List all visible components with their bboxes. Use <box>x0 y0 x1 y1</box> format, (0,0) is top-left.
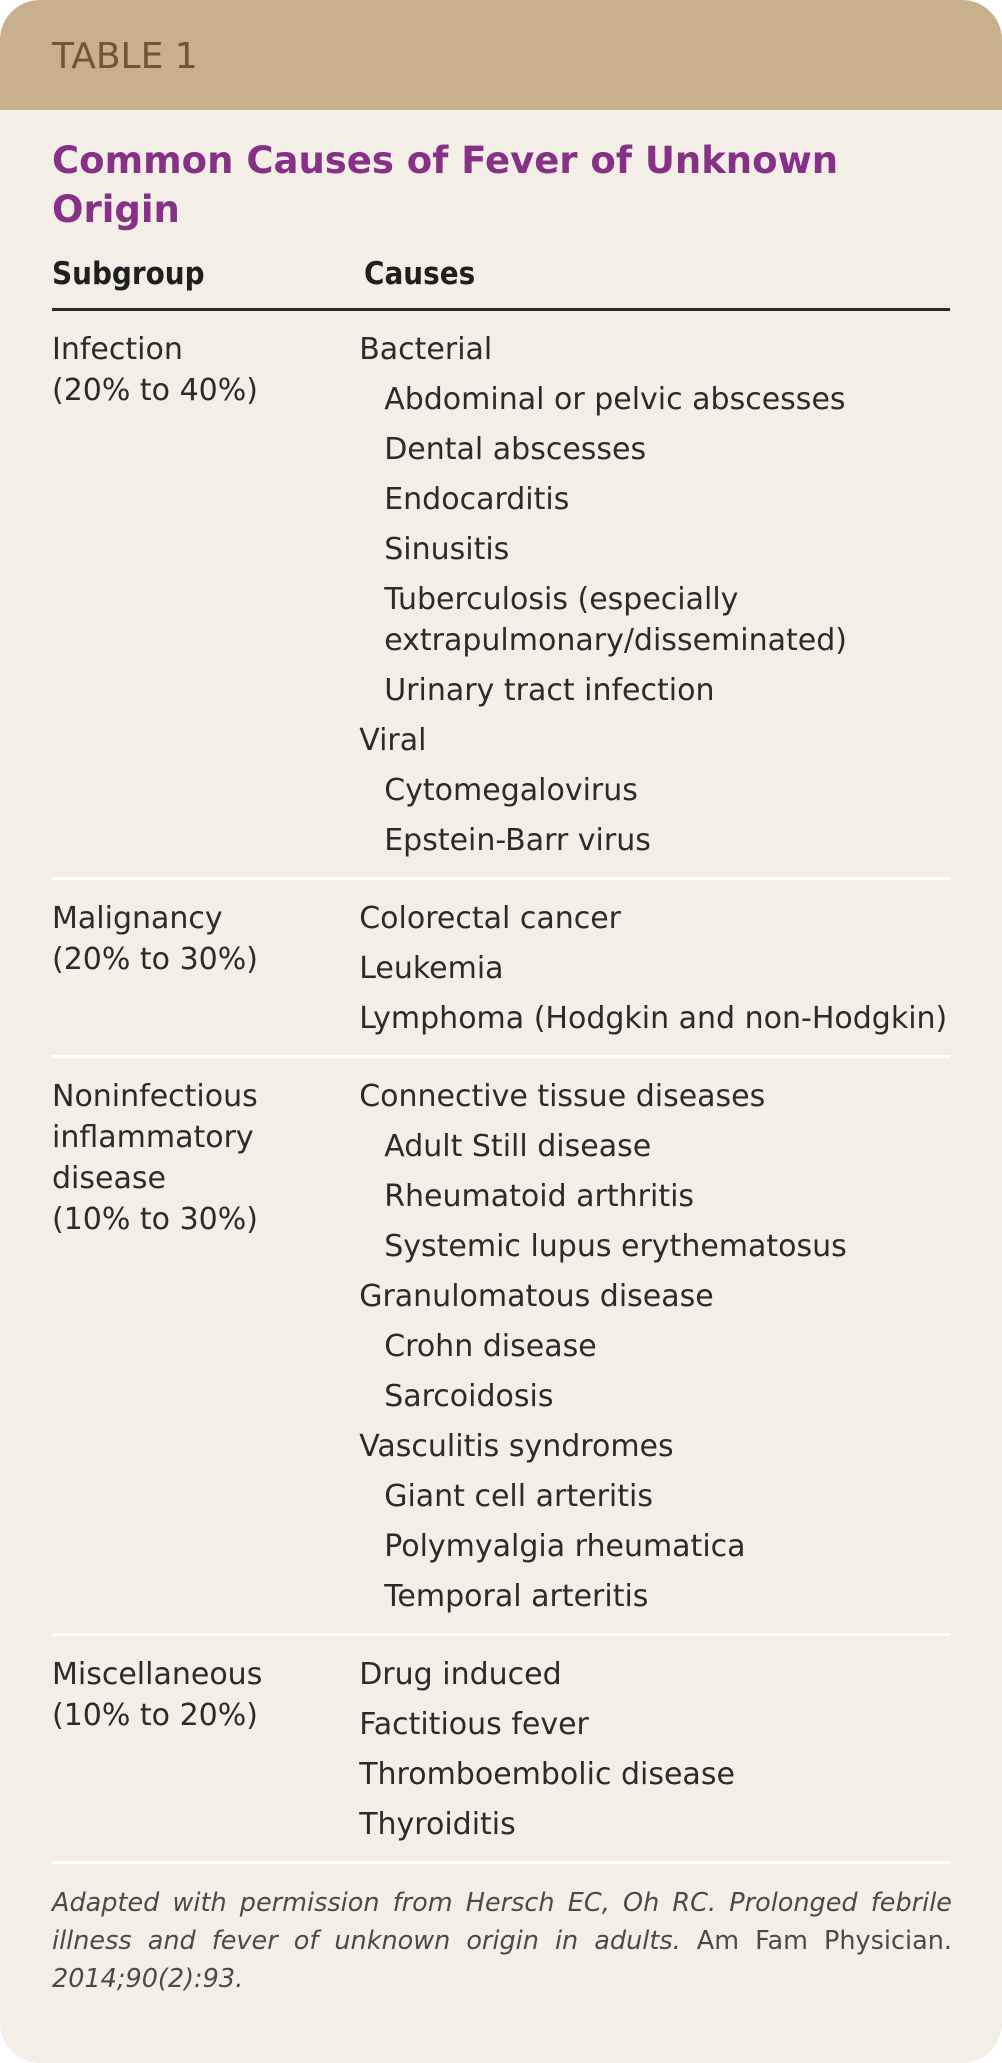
table-row <box>52 1058 950 1636</box>
cause-subitem: Abdominal or pelvic abscesses <box>384 382 846 417</box>
cause-subitem: Polymyalgia rheumatica <box>384 1529 746 1564</box>
cause-item: Factitious fever <box>359 1707 589 1742</box>
cause-subitem: Adult Still disease <box>384 1129 652 1164</box>
cause-subitem: Rheumatoid arthritis <box>384 1179 695 1214</box>
source-footnote <box>52 1884 952 1998</box>
table-title: Common Causes of Fever of Unknown Origin <box>52 139 839 231</box>
subgroup-line: disease <box>52 1161 166 1196</box>
subgroup-cell <box>52 1076 359 1617</box>
cause-item: Vasculitis syndromes <box>359 1429 674 1464</box>
cause-subitem: Sinusitis <box>384 532 510 567</box>
cause-subitem: Giant cell arteritis <box>384 1479 653 1514</box>
cause-item: Leukemia <box>359 951 504 986</box>
cause-subitem: Crohn disease <box>384 1329 597 1364</box>
footnote-journal: Am Fam Physician. <box>696 1926 952 1956</box>
subgroup-line: Noninfectious <box>52 1079 258 1114</box>
cause-subitem: Epstein-Barr virus <box>384 823 651 858</box>
causes-cell <box>359 1076 950 1617</box>
table-row <box>52 311 950 880</box>
cause-subitem: Tuberculosis (especially extrapulmonary/disseminated) <box>384 582 847 658</box>
subgroup-line: (10% to 30%) <box>52 1202 258 1237</box>
causes-cell <box>359 898 950 1039</box>
footnote-citation: 2014;90(2):93. <box>52 1964 244 1994</box>
table-header-bar <box>0 0 1002 110</box>
subgroup-cell <box>52 1654 359 1845</box>
column-header-causes: Causes <box>364 256 476 292</box>
cause-item: Granulomatous disease <box>359 1279 714 1314</box>
footnote-lead: Adapted with permission from Hersch EC, Oh RC. Prolonged febrile illness and fever of unknown origin in adults. <box>52 1888 952 1956</box>
cause-subitem: Sarcoidosis <box>384 1379 554 1414</box>
subgroup-line: (10% to 20%) <box>52 1698 258 1733</box>
subgroup-cell <box>52 329 359 861</box>
table-body <box>0 110 1002 1998</box>
causes-cell <box>359 1654 950 1845</box>
table-label: TABLE 1 <box>52 36 198 77</box>
subgroup-line: Miscellaneous <box>52 1657 263 1692</box>
cause-item: Viral <box>359 723 427 758</box>
subgroup-cell <box>52 898 359 1039</box>
subgroup-line: inflammatory <box>52 1120 254 1155</box>
cause-item: Thyroiditis <box>359 1807 516 1842</box>
cause-subitem: Endocarditis <box>384 482 570 517</box>
cause-item: Drug induced <box>359 1657 562 1692</box>
cause-item: Lymphoma (Hodgkin and non-Hodgkin) <box>359 1001 948 1036</box>
column-headers <box>52 256 950 311</box>
cause-subitem: Cytomegalovirus <box>384 773 638 808</box>
column-header-subgroup: Subgroup <box>52 256 205 292</box>
subgroup-line: Malignancy <box>52 901 223 936</box>
cause-item: Thromboembolic disease <box>359 1757 735 1792</box>
table-row <box>52 880 950 1058</box>
subgroup-line: (20% to 40%) <box>52 373 258 408</box>
table-rows <box>52 311 950 1864</box>
cause-item: Bacterial <box>359 332 493 367</box>
cause-subitem: Urinary tract infection <box>384 673 715 708</box>
cause-item: Colorectal cancer <box>359 901 622 936</box>
table-row <box>52 1636 950 1864</box>
cause-subitem: Temporal arteritis <box>384 1579 649 1614</box>
causes-cell <box>359 329 950 861</box>
subgroup-line: Infection <box>52 332 183 367</box>
cause-subitem: Dental abscesses <box>384 432 647 467</box>
subgroup-line: (20% to 30%) <box>52 942 258 977</box>
cause-item: Connective tissue diseases <box>359 1079 766 1114</box>
cause-subitem: Systemic lupus erythematosus <box>384 1229 847 1264</box>
